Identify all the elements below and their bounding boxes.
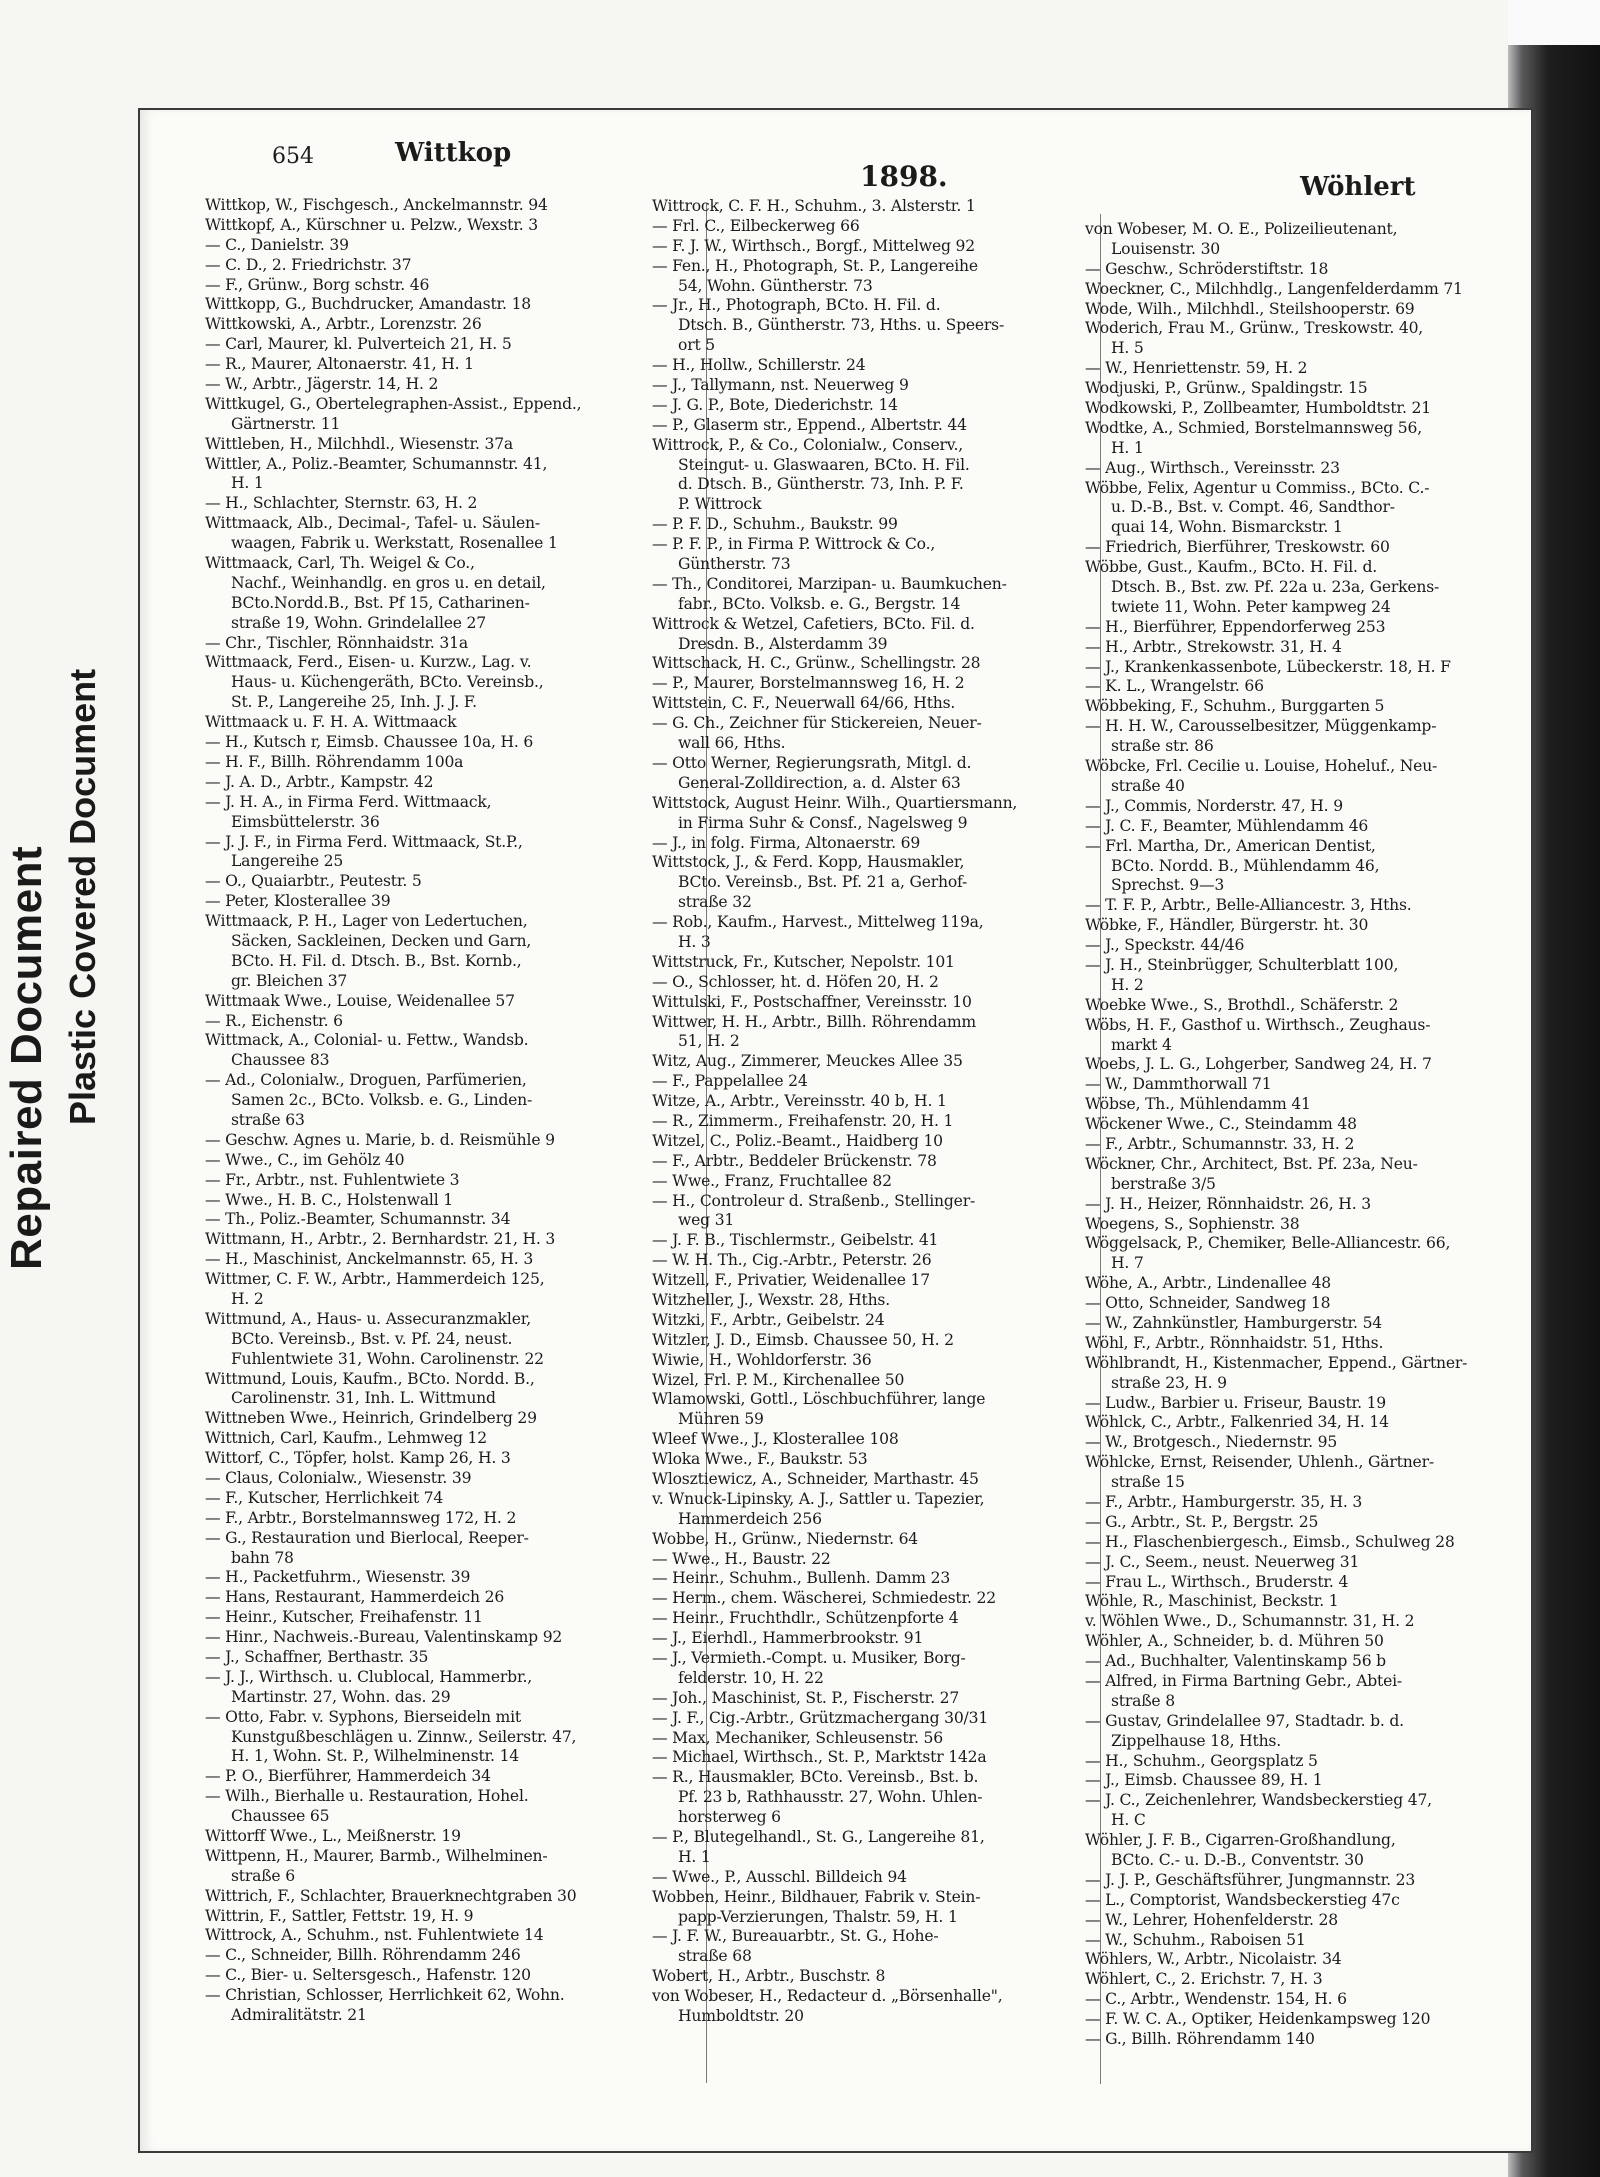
directory-entry-line: straße 8 [1111, 1691, 1175, 1710]
directory-entry-line: BCto. H. Fil. d. Dtsch. B., Bst. Kornb., [231, 951, 522, 970]
directory-entry-line: BCto. Vereinsb., Bst. v. Pf. 24, neust. [231, 1329, 513, 1348]
directory-entry-line: — T. F. P., Arbtr., Belle-Alliancestr. 3, Hths. [1085, 896, 1412, 915]
directory-entry-line: Wodtke, A., Schmied, Borstelmannsweg 56, [1085, 418, 1422, 437]
directory-entry-line: — Peter, Klosterallee 39 [205, 892, 391, 911]
directory-entry-line: felderstr. 10, H. 22 [678, 1668, 824, 1687]
directory-entry-line: — J. C., Seem., neust. Neuerweg 31 [1085, 1552, 1360, 1571]
directory-entry-line: — F., Arbtr., Beddeler Brückenstr. 78 [652, 1151, 937, 1170]
page-number: 654 [272, 144, 314, 169]
directory-entry-line: Wloka Wwe., F., Baukstr. 53 [652, 1450, 868, 1469]
directory-entry-line: — G., Arbtr., St. P., Bergstr. 25 [1085, 1512, 1319, 1531]
directory-entry-line: markt 4 [1111, 1035, 1172, 1054]
directory-entry-line: Witzell, F., Privatier, Weidenallee 17 [652, 1271, 930, 1290]
directory-entry-line: d. Dtsch. B., Güntherstr. 73, Inh. P. F. [678, 475, 964, 494]
directory-entry-line: Hammerdeich 256 [678, 1509, 822, 1528]
directory-entry-line: fabr., BCto. Volksb. e. G., Bergstr. 14 [678, 594, 961, 613]
directory-entry-line: Wittler, A., Poliz.-Beamter, Schumannstr. 41, [205, 454, 548, 473]
directory-entry-line: — Otto, Fabr. v. Syphons, Bierseideln mit [205, 1707, 521, 1726]
directory-entry-line: — P. F. P., in Firma P. Wittrock & Co., [652, 535, 936, 554]
directory-entry-line: Wöhlck, C., Arbtr., Falkenried 34, H. 14 [1085, 1413, 1389, 1432]
side-label-repaired: Repaired Document [2, 845, 51, 1270]
directory-entry-line: — J. G. P., Bote, Diederichstr. 14 [652, 395, 898, 414]
directory-entry-line: Wode, Wilh., Milchhdl., Steilshooperstr. 69 [1085, 299, 1415, 318]
directory-entry-line: — J. F. W., Bureauarbtr., St. G., Hohe- [652, 1927, 939, 1946]
scan-top-margin [1508, 0, 1600, 45]
directory-entry-line: — Wwe., H., Baustr. 22 [652, 1549, 831, 1568]
directory-entry-line: BCto. Vereinsb., Bst. Pf. 21 a, Gerhof- [678, 873, 968, 892]
directory-entry-line: — H. H. W., Carousselbesitzer, Müggenkamp- [1085, 717, 1437, 736]
directory-entry-line: Wöbbe, Felix, Agentur u Commiss., BCto. C.- [1085, 478, 1430, 497]
directory-entry-line: — H. F., Billh. Röhrendamm 100a [205, 752, 464, 771]
directory-entry-line: Wöbs, H. F., Gasthof u. Wirthsch., Zeughaus- [1085, 1015, 1431, 1034]
directory-entry-line: — Hans, Restaurant, Hammerdeich 26 [205, 1588, 505, 1607]
directory-entry-line: Samen 2c., BCto. Volksb. e. G., Linden- [231, 1091, 533, 1110]
directory-entry-line: gr. Bleichen 37 [231, 971, 348, 990]
directory-entry-line: Louisenstr. 30 [1111, 239, 1221, 258]
directory-entry-line: BCto. Nordd. B., Mühlendamm 46, [1111, 856, 1380, 875]
directory-entry-line: — Frl. Martha, Dr., American Dentist, [1085, 836, 1376, 855]
directory-entry-line: — G., Billh. Röhrendamm 140 [1085, 2030, 1315, 2049]
directory-entry-line: Nachf., Weinhandlg. en gros u. en detail, [231, 573, 546, 592]
directory-entry-line: Wittnich, Carl, Kaufm., Lehmweg 12 [205, 1429, 487, 1448]
directory-entry-line: — O., Schlosser, ht. d. Höfen 20, H. 2 [652, 972, 939, 991]
directory-entry-line: Wittmann, H., Arbtr., 2. Bernhardstr. 21, H. 3 [205, 1230, 556, 1249]
directory-entry-line: — J., Tallymann, nst. Neuerweg 9 [652, 376, 909, 395]
directory-entry-line: — Alfred, in Firma Bartning Gebr., Abtei- [1085, 1672, 1402, 1691]
directory-entry-line: H. 5 [1111, 339, 1144, 358]
directory-entry-line: H. 1 [678, 1847, 711, 1866]
directory-entry-line: straße 63 [231, 1110, 305, 1129]
directory-entry-line: Wittwer, H. H., Arbtr., Billh. Röhrendamm [652, 1012, 976, 1031]
directory-entry-line: Wobben, Heinr., Bildhauer, Fabrik v. Stein- [652, 1887, 981, 1906]
year-heading: 1898. [860, 160, 948, 193]
directory-entry-line: Wobbe, H., Grünw., Niedernstr. 64 [652, 1529, 919, 1548]
directory-entry-line: — H., Controleur d. Straßenb., Stellinger- [652, 1191, 976, 1210]
directory-entry-line: H. 2 [231, 1289, 264, 1308]
directory-entry-line: — K. L., Wrangelstr. 66 [1085, 677, 1264, 696]
directory-entry-line: Wittkop, W., Fischgesch., Anckelmannstr. 94 [205, 196, 548, 214]
directory-entry-line: — F. W. C. A., Optiker, Heidenkampsweg 120 [1085, 2010, 1431, 2029]
directory-entry-line: Wittschack, H. C., Grünw., Schellingstr. 28 [652, 654, 981, 673]
directory-entry-line: — J., Krankenkassenbote, Lübeckerstr. 18, H. F [1085, 657, 1451, 676]
directory-entry-line: — Otto Werner, Regierungsrath, Mitgl. d. [652, 753, 972, 772]
directory-entry-line: BCto. C.- u. D.-B., Conventstr. 30 [1111, 1851, 1364, 1870]
directory-entry-line: — J., Eierhdl., Hammerbrookstr. 91 [652, 1629, 924, 1648]
directory-entry-line: Wittmaack u. F. H. A. Wittmaack [205, 713, 457, 732]
directory-entry-line: Wittmaak Wwe., Louise, Weidenallee 57 [205, 991, 515, 1010]
directory-entry-line: Wittstein, C. F., Neuerwall 64/66, Hths. [652, 694, 956, 713]
directory-entry-line: — J. J. F., in Firma Ferd. Wittmaack, St.P., [205, 832, 523, 851]
directory-entry-line: — H., Maschinist, Anckelmannstr. 65, H. 3 [205, 1250, 534, 1269]
directory-entry-line: Wittmaack, Carl, Th. Weigel & Co., [205, 554, 475, 573]
directory-entry-line: Wittmack, A., Colonial- u. Fettw., Wandsb. [205, 1031, 529, 1050]
directory-entry-line: — Wwe., C., im Gehölz 40 [205, 1150, 405, 1169]
directory-entry-line: — C., Schneider, Billh. Röhrendamm 246 [205, 1946, 521, 1965]
directory-entry-line: Wöhlcke, Ernst, Reisender, Uhlenh., Gärtner- [1085, 1453, 1434, 1472]
directory-entry-line: — H., Arbtr., Strekowstr. 31, H. 4 [1085, 637, 1342, 656]
directory-entry-line: Wobert, H., Arbtr., Buschstr. 8 [652, 1967, 886, 1986]
directory-entry-line: — Geschw., Schröderstiftstr. 18 [1085, 259, 1329, 278]
directory-entry-line: — Otto, Schneider, Sandweg 18 [1085, 1294, 1331, 1313]
directory-entry-line: Wlosztiewicz, A., Schneider, Marthastr. 45 [652, 1470, 979, 1488]
directory-entry-line: — W., Schuhm., Raboisen 51 [1085, 1930, 1306, 1949]
directory-entry-line: — W., Henriettenstr. 59, H. 2 [1085, 359, 1308, 378]
directory-entry-line: — H., Flaschenbiergesch., Eimsb., Schulweg 28 [1085, 1532, 1455, 1551]
directory-entry-line: — J. H., Heizer, Rönnhaidstr. 26, H. 3 [1085, 1194, 1371, 1213]
directory-entry-line: von Wobeser, H., Redacteur d. „Börsenhalle", [652, 1987, 1003, 2006]
directory-entry-line: Eimsbüttelerstr. 36 [231, 812, 380, 831]
directory-entry-line: straße 6 [231, 1866, 295, 1885]
directory-entry-line: — P., Glaserm str., Eppend., Albertstr. 44 [652, 415, 967, 434]
directory-entry-line: Wittrock, C. F. H., Schuhm., 3. Alsterstr. 1 [652, 197, 976, 215]
side-label-plastic-covered: Plastic Covered Document [62, 668, 103, 1125]
directory-entry-line: Wöhlers, W., Arbtr., Nicolaistr. 34 [1085, 1950, 1342, 1969]
directory-entry-line: — P. O., Bierführer, Hammerdeich 34 [205, 1767, 491, 1786]
directory-entry-line: Wleef Wwe., J., Klosterallee 108 [652, 1430, 899, 1449]
directory-column-middle [652, 197, 1097, 2067]
directory-entry-line: — W., Zahnkünstler, Hamburgerstr. 54 [1085, 1313, 1383, 1332]
directory-entry-line: in Firma Suhr & Consf., Nagelsweg 9 [678, 813, 968, 832]
directory-entry-line: Woebs, J. L. G., Lohgerber, Sandweg 24, H. 7 [1085, 1055, 1432, 1074]
directory-entry-line: St. P., Langereihe 25, Inh. J. J. F. [231, 693, 477, 712]
directory-entry-line: straße 40 [1111, 776, 1185, 795]
directory-entry-line: Wöbbe, Gust., Kaufm., BCto. H. Fil. d. [1085, 558, 1378, 577]
directory-entry-line: — Herm., chem. Wäscherei, Schmiedestr. 22 [652, 1589, 996, 1608]
directory-entry-line: — P., Maurer, Borstelmannsweg 16, H. 2 [652, 674, 965, 693]
directory-entry-line: straße 32 [678, 893, 752, 912]
directory-entry-line: Carolinenstr. 31, Inh. L. Wittmund [231, 1389, 496, 1408]
directory-entry-line: — R., Eichenstr. 6 [205, 1011, 343, 1030]
directory-entry-line: H. 1 [231, 474, 264, 493]
directory-entry-line: BCto.Nordd.B., Bst. Pf 15, Catharinen- [231, 593, 530, 612]
directory-entry-line: — Max, Mechaniker, Schleusenstr. 56 [652, 1728, 943, 1747]
directory-entry-line: — J., Schaffner, Berthastr. 35 [205, 1648, 429, 1667]
directory-entry-line: u. D.-B., Bst. v. Compt. 46, Sandthor- [1111, 498, 1395, 517]
directory-entry-line: horsterweg 6 [678, 1808, 781, 1827]
directory-entry-line: — Heinr., Schuhm., Bullenh. Damm 23 [652, 1569, 951, 1588]
directory-entry-line: — H., Hollw., Schillerstr. 24 [652, 356, 866, 375]
directory-entry-line: — W. H. Th., Cig.-Arbtr., Peterstr. 26 [652, 1251, 932, 1270]
directory-entry-line: Wöhler, A., Schneider, b. d. Mühren 50 [1085, 1632, 1384, 1651]
directory-entry-line: Witzki, F., Arbtr., Geibelstr. 24 [652, 1310, 885, 1329]
directory-entry-line: Wittulski, F., Postschaffner, Vereinsstr. 10 [652, 992, 972, 1011]
directory-entry-line: papp-Verzierungen, Thalstr. 59, H. 1 [678, 1907, 958, 1926]
directory-entry-line: H. 3 [678, 932, 711, 951]
directory-entry-line: Wittleben, H., Milchhdl., Wiesenstr. 37a [205, 434, 514, 453]
directory-entry-line: Güntherstr. 73 [678, 555, 791, 574]
directory-entry-line: Humboldtstr. 20 [678, 2007, 804, 2026]
directory-entry-line: — H., Schuhm., Georgsplatz 5 [1085, 1751, 1318, 1770]
directory-entry-line: — Ad., Colonialw., Droguen, Parfümerien, [205, 1071, 527, 1090]
directory-entry-line: — Heinr., Kutscher, Freihafenstr. 11 [205, 1608, 483, 1627]
directory-entry-line: Wöckener Wwe., C., Steindamm 48 [1085, 1115, 1357, 1134]
directory-entry-line: — F., Arbtr., Hamburgerstr. 35, H. 3 [1085, 1493, 1363, 1511]
directory-entry-line: Wittmund, A., Haus- u. Assecuranzmakler, [205, 1309, 532, 1328]
directory-entry-line: — J. F. B., Tischlermstr., Geibelstr. 41 [652, 1231, 939, 1250]
directory-entry-line: — Fr., Arbtr., nst. Fuhlentwiete 3 [205, 1170, 460, 1189]
directory-entry-line: — C. D., 2. Friedrichstr. 37 [205, 255, 412, 274]
directory-entry-line: Fuhlentwiete 31, Wohn. Carolinenstr. 22 [231, 1349, 544, 1368]
directory-entry-line: — Fen., H., Photograph, St. P., Langereihe [652, 256, 978, 275]
directory-entry-line: — F. J. W., Wirthsch., Borgf., Mittelweg 92 [652, 236, 975, 255]
directory-entry-line: — F., Arbtr., Borstelmannsweg 172, H. 2 [205, 1508, 517, 1527]
directory-entry-line: Wöckner, Chr., Architect, Bst. Pf. 23a, Neu- [1085, 1154, 1418, 1173]
directory-entry-line: von Wobeser, M. O. E., Polizeilieutenant, [1085, 220, 1398, 238]
directory-entry-line: — C., Arbtr., Wendenstr. 154, H. 6 [1085, 1990, 1347, 2009]
right-catchword: Wöhlert [1300, 172, 1416, 202]
directory-entry-line: — Friedrich, Bierführer, Treskowstr. 60 [1085, 538, 1390, 557]
directory-entry-line: Witzler, J. D., Eimsb. Chaussee 50, H. 2 [652, 1330, 954, 1349]
directory-entry-line: Dresdn. B., Alsterdamm 39 [678, 634, 888, 653]
directory-entry-line: Mühren 59 [678, 1410, 764, 1429]
directory-entry-line: Wlamowski, Gottl., Löschbuchführer, lange [652, 1390, 986, 1409]
directory-entry-line: v. Wöhlen Wwe., D., Schumannstr. 31, H. 2 [1085, 1612, 1415, 1631]
directory-entry-line: — H., Packetfuhrm., Wiesenstr. 39 [205, 1568, 471, 1587]
directory-entry-line: — Rob., Kaufm., Harvest., Mittelweg 119a, [652, 913, 984, 932]
directory-entry-line: — J. H. A., in Firma Ferd. Wittmaack, [205, 792, 492, 811]
directory-entry-line: — Carl, Maurer, kl. Pulverteich 21, H. 5 [205, 335, 512, 354]
directory-entry-line: Säcken, Sackleinen, Decken und Garn, [231, 931, 532, 950]
directory-entry-line: — Hinr., Nachweis.-Bureau, Valentinskamp 92 [205, 1628, 563, 1647]
directory-entry-line: — J. J. P., Geschäftsführer, Jungmannstr. 23 [1085, 1870, 1416, 1889]
directory-entry-line: — Jr., H., Photograph, BCto. H. Fil. d. [652, 296, 941, 315]
directory-entry-line: Wittkopf, A., Kürschner u. Pelzw., Wexstr. 3 [205, 215, 538, 234]
directory-entry-line: — F., Grünw., Borg schstr. 46 [205, 275, 430, 294]
directory-entry-line: — Heinr., Fruchthdlr., Schützenpforte 4 [652, 1609, 959, 1628]
directory-entry-line: wall 66, Hths. [678, 734, 786, 753]
directory-entry-line: Steingut- u. Glaswaaren, BCto. H. Fil. [678, 455, 970, 474]
left-catchword: Wittkop [395, 138, 512, 168]
directory-entry-line: — P. F. D., Schuhm., Baukstr. 99 [652, 515, 898, 534]
directory-entry-line: Wittkugel, G., Obertelegraphen-Assist., Eppend., [205, 394, 582, 413]
directory-entry-line: H. 7 [1111, 1254, 1144, 1273]
directory-entry-line: — J. A. D., Arbtr., Kampstr. 42 [205, 772, 434, 791]
directory-entry-line: H. C [1111, 1811, 1146, 1830]
directory-entry-line: — J. F., Cig.-Arbtr., Grützmachergang 30/31 [652, 1708, 989, 1727]
directory-entry-line: — H., Bierführer, Eppendorferweg 253 [1085, 617, 1386, 636]
directory-entry-line: twiete 11, Wohn. Peter kampweg 24 [1111, 597, 1391, 616]
directory-entry-line: H. 1, Wohn. St. P., Wilhelminenstr. 14 [231, 1747, 520, 1766]
directory-entry-line: Dtsch. B., Bst. zw. Pf. 22a u. 23a, Gerkens- [1111, 578, 1440, 597]
directory-entry-line: weg 31 [678, 1211, 735, 1230]
directory-entry-line: — W., Lehrer, Hohenfelderstr. 28 [1085, 1910, 1339, 1929]
directory-entry-line: — Claus, Colonialw., Wiesenstr. 39 [205, 1469, 472, 1487]
directory-entry-line: — Ad., Buchhalter, Valentinskamp 56 b [1085, 1652, 1386, 1671]
directory-entry-line: Woderich, Frau M., Grünw., Treskowstr. 40, [1085, 319, 1424, 338]
directory-entry-line: Admiralitätstr. 21 [231, 2006, 367, 2025]
directory-entry-line: — W., Dammthorwall 71 [1085, 1075, 1272, 1094]
directory-entry-line: Woegens, S., Sophienstr. 38 [1085, 1214, 1300, 1233]
directory-entry-line: — J., Eimsb. Chaussee 89, H. 1 [1085, 1771, 1323, 1790]
directory-entry-line: Wöhler, J. F. B., Cigarren-Großhandlung, [1085, 1831, 1396, 1850]
directory-entry-line: — Michael, Wirthsch., St. P., Marktstr 142a [652, 1748, 987, 1767]
directory-entry-line: — G. Ch., Zeichner für Stickereien, Neuer- [652, 714, 982, 733]
directory-entry-line: — Wwe., H. B. C., Holstenwall 1 [205, 1190, 453, 1209]
directory-entry-line: — G., Restauration und Bierlocal, Reeper- [205, 1528, 529, 1547]
directory-entry-line: — Chr., Tischler, Rönnhaidstr. 31a [205, 633, 468, 652]
directory-entry-line: Wöhlert, C., 2. Erichstr. 7, H. 3 [1085, 1970, 1323, 1989]
directory-entry-line: — Wilh., Bierhalle u. Restauration, Hohel. [205, 1787, 529, 1806]
directory-entry-line: — Wwe., P., Ausschl. Billdeich 94 [652, 1867, 907, 1886]
directory-entry-line: — C., Bier- u. Seltersgesch., Hafenstr. 120 [205, 1966, 531, 1985]
directory-entry-line: Wittstock, J., & Ferd. Kopp, Hausmakler, [652, 853, 965, 872]
directory-entry-line: — Aug., Wirthsch., Vereinsstr. 23 [1085, 458, 1340, 477]
directory-entry-line: — Th., Poliz.-Beamter, Schumannstr. 34 [205, 1210, 511, 1229]
directory-entry-line: Wittorf, C., Töpfer, holst. Kamp 26, H. 3 [205, 1449, 511, 1468]
directory-entry-line: straße 19, Wohn. Grindelallee 27 [231, 613, 487, 632]
directory-entry-line: 54, Wohn. Güntherstr. 73 [678, 276, 873, 295]
directory-entry-line: Wittstock, August Heinr. Wilh., Quartiersmann, [652, 793, 1018, 812]
directory-entry-line: Wittmund, Louis, Kaufm., BCto. Nordd. B., [205, 1369, 535, 1388]
directory-entry-line: Witzel, C., Poliz.-Beamt., Haidberg 10 [652, 1131, 943, 1150]
directory-entry-line: Martinstr. 27, Wohn. das. 29 [231, 1687, 451, 1706]
directory-entry-line: Chaussee 65 [231, 1807, 330, 1826]
directory-entry-line: — Gustav, Grindelallee 97, Stadtadr. b. d. [1085, 1711, 1404, 1730]
directory-entry-line: Zippelhause 18, Hths. [1111, 1731, 1281, 1750]
directory-entry-line: Wöhl, F., Arbtr., Rönnhaidstr. 51, Hths. [1085, 1333, 1384, 1352]
directory-entry-line: — H., Schlachter, Sternstr. 63, H. 2 [205, 494, 478, 513]
directory-entry-line: straße 23, H. 9 [1111, 1373, 1227, 1392]
directory-entry-line: Wöbbeking, F., Schuhm., Burggarten 5 [1085, 697, 1385, 716]
directory-entry-line: Wittmaack, Ferd., Eisen- u. Kurzw., Lag. v. [205, 653, 532, 672]
directory-entry-line: — J., Speckstr. 44/46 [1085, 936, 1245, 955]
directory-entry-line: Wöhle, R., Maschinist, Beckstr. 1 [1085, 1592, 1339, 1611]
directory-entry-line: berstraße 3/5 [1111, 1174, 1216, 1193]
directory-entry-line: — J. J., Wirthsch. u. Clublocal, Hammerbr., [205, 1667, 533, 1686]
directory-entry-line: Wöbke, F., Händler, Bürgerstr. ht. 30 [1085, 916, 1369, 935]
directory-entry-line: Wöhe, A., Arbtr., Lindenallee 48 [1085, 1274, 1332, 1293]
directory-entry-line: Woeckner, C., Milchhdlg., Langenfelderdamm 71 [1085, 279, 1463, 298]
directory-entry-line: Sprechst. 9—3 [1111, 876, 1225, 895]
directory-entry-line: — R., Hausmakler, BCto. Vereinsb., Bst. b. [652, 1768, 979, 1787]
directory-entry-line: Wittneben Wwe., Heinrich, Grindelberg 29 [205, 1409, 537, 1428]
directory-entry-line: Wiwie, H., Wohldorferstr. 36 [652, 1350, 872, 1369]
directory-entry-line: — Ludw., Barbier u. Friseur, Baustr. 19 [1085, 1393, 1387, 1412]
directory-entry-line: — R., Zimmerm., Freihafenstr. 20, H. 1 [652, 1111, 954, 1130]
directory-entry-line: Wittkopp, G., Buchdrucker, Amandastr. 18 [205, 295, 532, 314]
directory-entry-line: — P., Blutegelhandl., St. G., Langereihe 81, [652, 1828, 985, 1847]
directory-entry-line: — W., Brotgesch., Niedernstr. 95 [1085, 1433, 1338, 1452]
directory-entry-line: H. 2 [1111, 975, 1144, 994]
directory-entry-line: — J., in folg. Firma, Altonaerstr. 69 [652, 833, 921, 852]
directory-entry-line: — L., Comptorist, Wandsbeckerstieg 47c [1085, 1890, 1400, 1909]
directory-entry-line: — Frl. C., Eilbeckerweg 66 [652, 216, 860, 235]
directory-entry-line: — J., Commis, Norderstr. 47, H. 9 [1085, 796, 1343, 815]
directory-entry-line: Witz, Aug., Zimmerer, Meuckes Allee 35 [652, 1052, 963, 1071]
directory-entry-line: Wittmaack, P. H., Lager von Ledertuchen, [205, 912, 528, 931]
directory-entry-line: straße str. 86 [1111, 737, 1214, 756]
directory-entry-line: ort 5 [678, 336, 715, 355]
directory-entry-line: Wöbse, Th., Mühlendamm 41 [1085, 1095, 1311, 1114]
directory-entry-line: Wittrin, F., Sattler, Fettstr. 19, H. 9 [205, 1906, 474, 1925]
directory-entry-line: Kunstgußbeschlägen u. Zinnw., Seilerstr. 47, [231, 1727, 577, 1746]
directory-entry-line: Wöbcke, Frl. Cecilie u. Louise, Hoheluf., Neu- [1085, 757, 1438, 776]
directory-entry-line: P. Wittrock [678, 495, 762, 514]
directory-entry-line: waagen, Fabrik u. Werkstatt, Rosenallee 1 [231, 534, 558, 553]
directory-entry-line: Wöhlbrandt, H., Kistenmacher, Eppend., Gärtner- [1085, 1353, 1468, 1372]
directory-entry-line: Wittmer, C. F. W., Arbtr., Hammerdeich 125, [205, 1270, 545, 1289]
directory-entry-line: Wöggelsack, P., Chemiker, Belle-Alliancestr. 66, [1085, 1234, 1451, 1253]
directory-entry-line: Woebke Wwe., S., Brothdl., Schäferstr. 2 [1085, 995, 1399, 1014]
directory-entry-line: Wittrock, A., Schuhm., nst. Fuhlentwiete 14 [205, 1926, 544, 1945]
directory-entry-line: Wittkowski, A., Arbtr., Lorenzstr. 26 [205, 315, 482, 334]
directory-entry-line: — J. C., Zeichenlehrer, Wandsbeckerstieg 47, [1085, 1791, 1432, 1810]
directory-entry-line: — H., Kutsch r, Eimsb. Chaussee 10a, H. 6 [205, 733, 534, 752]
directory-entry-line: Wittstruck, Fr., Kutscher, Nepolstr. 101 [652, 952, 955, 971]
directory-entry-line: Wittmaack, Alb., Decimal-, Tafel- u. Säulen- [205, 514, 540, 533]
directory-entry-line: — F., Arbtr., Schumannstr. 33, H. 2 [1085, 1134, 1355, 1153]
directory-entry-line: Wittrock & Wetzel, Cafetiers, BCto. Fil. d. [652, 614, 975, 633]
directory-entry-line: — Christian, Schlosser, Herrlichkeit 62, Wohn. [205, 1986, 565, 2005]
directory-entry-line: Haus- u. Küchengeräth, BCto. Vereinsb., [231, 673, 544, 692]
directory-entry-line: — Wwe., Franz, Fruchtallee 82 [652, 1171, 892, 1190]
directory-column-right [1085, 220, 1503, 2120]
directory-entry-line: Witze, A., Arbtr., Vereinsstr. 40 b, H. 1 [652, 1092, 947, 1111]
directory-entry-line: — R., Maurer, Altonaerstr. 41, H. 1 [205, 355, 474, 374]
directory-entry-line: Wittorff Wwe., L., Meißnerstr. 19 [205, 1827, 461, 1846]
directory-entry-line: Wizel, Frl. P. M., Kirchenallee 50 [652, 1370, 905, 1389]
directory-entry-line: — F., Kutscher, Herrlichkeit 74 [205, 1488, 444, 1507]
directory-entry-line: Pf. 23 b, Rathhausstr. 27, Wohn. Uhlen- [678, 1788, 983, 1807]
directory-entry-line: — Geschw. Agnes u. Marie, b. d. Reismühle 9 [205, 1130, 555, 1149]
directory-entry-line: — J., Vermieth.-Compt. u. Musiker, Borg- [652, 1649, 966, 1668]
directory-entry-line: 51, H. 2 [678, 1032, 740, 1051]
directory-entry-line: H. 1 [1111, 438, 1144, 457]
directory-entry-line: straße 68 [678, 1947, 752, 1966]
directory-entry-line: — O., Quaiarbtr., Peutestr. 5 [205, 872, 422, 891]
directory-entry-line: — Frau L., Wirthsch., Bruderstr. 4 [1085, 1572, 1349, 1591]
directory-entry-line: Wodkowski, P., Zollbeamter, Humboldtstr. 21 [1085, 399, 1431, 418]
directory-entry-line: straße 15 [1111, 1473, 1185, 1492]
directory-entry-line: bahn 78 [231, 1548, 294, 1567]
directory-entry-line: Wittrock, P., & Co., Colonialw., Conserv., [652, 435, 964, 454]
directory-entry-line: Gärtnerstr. 11 [231, 414, 341, 433]
directory-entry-line: — J. H., Steinbrügger, Schulterblatt 100, [1085, 955, 1399, 974]
directory-entry-line: — W., Arbtr., Jägerstr. 14, H. 2 [205, 375, 439, 394]
directory-entry-line: quai 14, Wohn. Bismarckstr. 1 [1111, 518, 1343, 537]
directory-entry-line: General-Zolldirection, a. d. Alster 63 [678, 773, 961, 792]
directory-column-left [205, 196, 675, 2076]
directory-entry-line: Dtsch. B., Güntherstr. 73, Hths. u. Speers- [678, 316, 1005, 335]
directory-entry-line: — Th., Conditorei, Marzipan- u. Baumkuchen- [652, 574, 1007, 593]
directory-entry-line: — Joh., Maschinist, St. P., Fischerstr. 27 [652, 1688, 960, 1707]
directory-entry-line: Wodjuski, P., Grünw., Spaldingstr. 15 [1085, 379, 1368, 398]
directory-entry-line: — F., Pappelallee 24 [652, 1072, 808, 1091]
directory-entry-line: Langereihe 25 [231, 852, 344, 871]
directory-entry-line: — C., Danielstr. 39 [205, 235, 349, 254]
directory-entry-line: — J. C. F., Beamter, Mühlendamm 46 [1085, 816, 1369, 835]
directory-entry-line: v. Wnuck-Lipinsky, A. J., Sattler u. Tapezier, [652, 1489, 985, 1508]
directory-entry-line: Wittrich, F., Schlachter, Brauerknechtgraben 30 [205, 1886, 577, 1905]
directory-entry-line: Witzheller, J., Wexstr. 28, Hths. [652, 1290, 890, 1309]
directory-entry-line: Wittpenn, H., Maurer, Barmb., Wilhelminen- [205, 1846, 548, 1865]
directory-entry-line: Chaussee 83 [231, 1051, 330, 1070]
